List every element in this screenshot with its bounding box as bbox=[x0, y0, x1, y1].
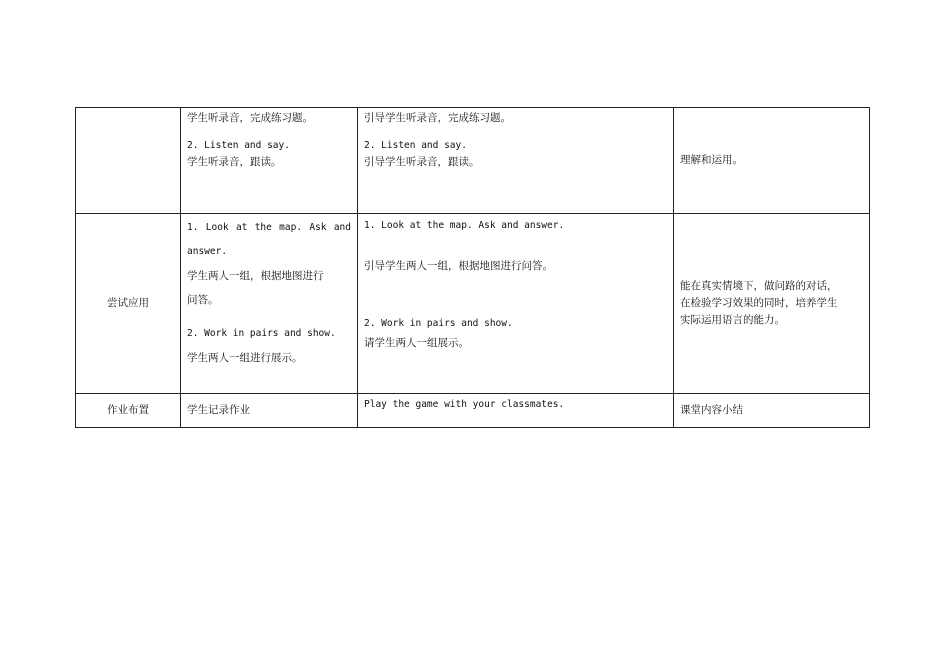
teacher-activity-cell bbox=[358, 214, 674, 394]
stage-label-cell bbox=[76, 214, 181, 394]
design-purpose-cell bbox=[674, 108, 870, 214]
student-activity-cell bbox=[181, 214, 358, 394]
design-purpose-text: 在检验学习效果的同时，培养学生 bbox=[680, 297, 838, 309]
student-activity-line: 学生听录音，跟读。 bbox=[187, 156, 282, 168]
design-purpose-text: 理解和运用。 bbox=[680, 154, 743, 166]
teacher-activity-line: 1. Look at the map. Ask and answer. bbox=[364, 220, 565, 231]
stage-label-cell bbox=[76, 108, 181, 214]
student-activity-cell bbox=[181, 108, 358, 214]
design-purpose-cell bbox=[674, 214, 870, 394]
teacher-activity-line: 引导学生听录音，完成练习题。 bbox=[364, 112, 511, 124]
stage-label: 作业布置 bbox=[107, 404, 149, 416]
student-activity-line: answer. bbox=[187, 246, 228, 257]
student-activity-cell bbox=[181, 394, 358, 428]
student-activity-line: 学生两人一组，根据地图进行 bbox=[187, 270, 324, 282]
student-activity-line: 学生听录音，完成练习题。 bbox=[187, 112, 313, 124]
stage-label-cell bbox=[76, 394, 181, 428]
teacher-activity-line: 2. Work in pairs and show. bbox=[364, 318, 513, 329]
lesson-plan-table bbox=[75, 107, 870, 428]
teacher-activity-cell bbox=[358, 394, 674, 428]
table-row bbox=[76, 108, 870, 214]
teacher-activity-line: 引导学生听录音，跟读。 bbox=[364, 156, 480, 168]
teacher-activity-line: 请学生两人一组展示。 bbox=[364, 337, 469, 349]
student-activity-line: 问答。 bbox=[187, 294, 219, 306]
student-activity-line: 学生两人一组进行展示。 bbox=[187, 352, 303, 364]
student-activity-line: 2. Work in pairs and show. bbox=[187, 328, 336, 339]
design-purpose-text: 课堂内容小结 bbox=[680, 404, 743, 416]
teacher-activity-line: 2. Listen and say. bbox=[364, 140, 467, 151]
table-row bbox=[76, 394, 870, 428]
stage-label: 尝试应用 bbox=[107, 297, 149, 309]
table-row bbox=[76, 214, 870, 394]
teacher-activity-line: Play the game with your classmates. bbox=[364, 399, 565, 410]
design-purpose-cell bbox=[674, 394, 870, 428]
design-purpose-text: 实际运用语言的能力。 bbox=[680, 314, 785, 326]
design-purpose-text: 能在真实情境下，做问路的对话， bbox=[680, 280, 838, 292]
student-activity-line: 2. Listen and say. bbox=[187, 140, 290, 151]
student-activity-line: 学生记录作业 bbox=[187, 404, 250, 416]
student-activity-line: 1. Look at the map. Ask and bbox=[187, 222, 351, 233]
teacher-activity-line: 引导学生两人一组，根据地图进行问答。 bbox=[364, 260, 553, 272]
teacher-activity-cell bbox=[358, 108, 674, 214]
